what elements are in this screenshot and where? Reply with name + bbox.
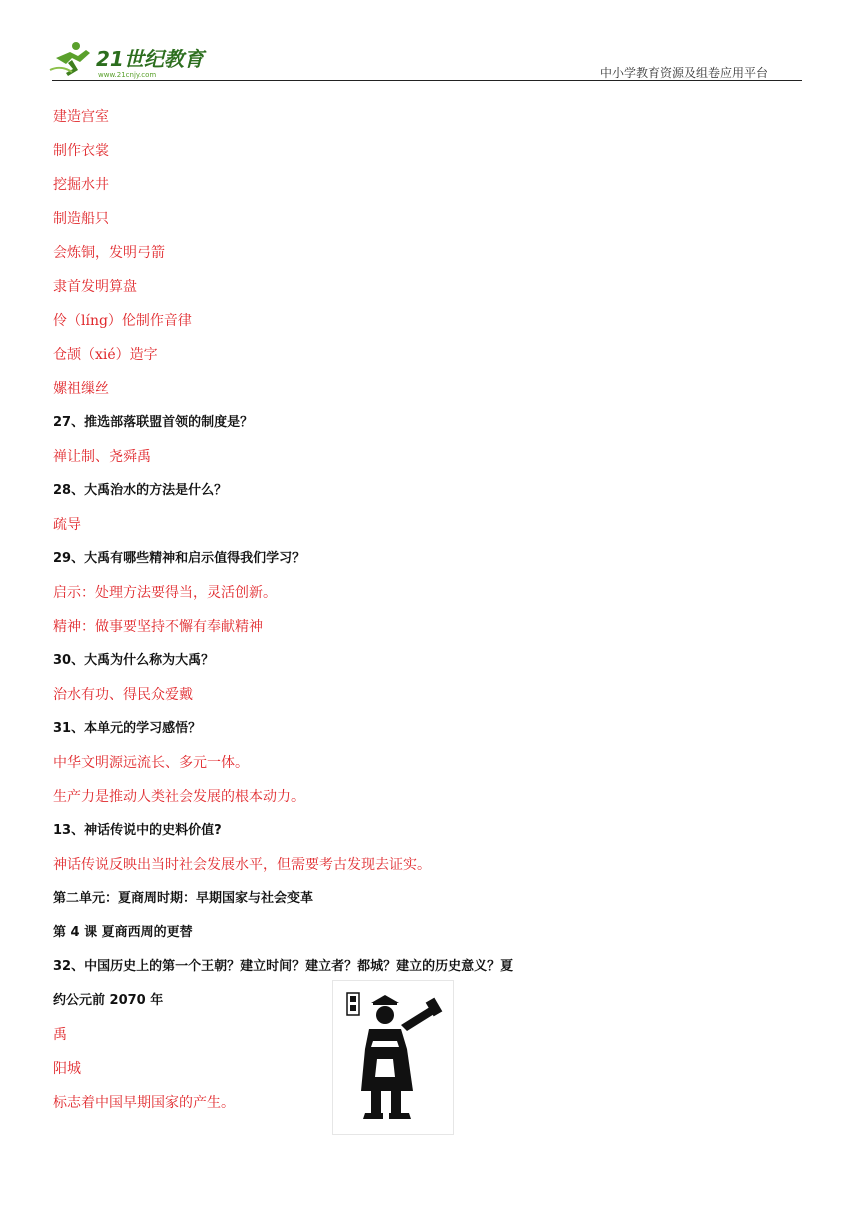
- answer-line: 禅让制、尧舜禹: [53, 449, 151, 465]
- answer-line: 阳城: [53, 1061, 81, 1077]
- answer-line: 精神：做事要坚持不懈有奉献精神: [53, 619, 263, 635]
- heading-line: 第 4 课 夏商西周的更替: [53, 925, 193, 940]
- answer-line: 标志着中国早期国家的产生。: [53, 1095, 235, 1111]
- question-line: 30、大禹为什么称为大禹？: [53, 653, 215, 668]
- site-logo: [48, 40, 218, 80]
- answer-line: 嫘祖缫丝: [53, 381, 109, 397]
- question-line: 29、大禹有哪些精神和启示值得我们学习？: [53, 551, 306, 566]
- answer-line: 生产力是推动人类社会发展的根本动力。: [53, 789, 305, 805]
- answer-line: 神话传说反映出当时社会发展水平，但需要考古发现去证实。: [53, 857, 431, 873]
- platform-title: 中小学教育资源及组卷应用平台: [599, 66, 768, 80]
- heading-line: 第二单元：夏商周时期：早期国家与社会变革: [53, 891, 314, 906]
- runner-icon: [50, 42, 90, 76]
- answer-line: 隶首发明算盘: [53, 279, 137, 295]
- document-body: [53, 106, 813, 1126]
- yu-figure-icon: [333, 981, 453, 1134]
- answer-line: 中华文明源远流长、多元一体。: [53, 755, 249, 771]
- page-header: [0, 0, 860, 90]
- answer-line: 禹: [53, 1027, 67, 1043]
- question-line: 32、中国历史上的第一个王朝？建立时间？建立者？都城？建立的历史意义？夏: [53, 959, 514, 974]
- heading-line: 约公元前 2070 年: [53, 993, 164, 1008]
- question-line: 31、本单元的学习感悟？: [53, 721, 202, 736]
- answer-line: 制造船只: [53, 211, 109, 227]
- answer-line: 建造宫室: [53, 109, 109, 125]
- yu-the-great-illustration: [332, 980, 454, 1135]
- logo-url: www.21cnjy.com: [98, 71, 157, 79]
- question-line: 27、推选部落联盟首领的制度是？: [53, 415, 254, 430]
- question-line: 13、神话传说中的史料价值?: [53, 823, 222, 838]
- answer-line: 仓颉（xié）造字: [53, 347, 158, 363]
- answer-line: 会炼铜，发明弓箭: [53, 245, 165, 261]
- answer-line: 制作衣裳: [53, 143, 109, 159]
- question-line: 28、大禹治水的方法是什么？: [53, 483, 228, 498]
- answer-line: 伶（líng）伦制作音律: [53, 313, 192, 329]
- header-divider: [52, 80, 802, 81]
- answer-line: 启示：处理方法要得当，灵活创新。: [53, 585, 277, 601]
- logo-text: 21世纪教育: [96, 47, 204, 71]
- answer-line: 治水有功、得民众爱戴: [53, 687, 193, 703]
- answer-line: 挖掘水井: [53, 177, 109, 193]
- answer-line: 疏导: [53, 517, 81, 533]
